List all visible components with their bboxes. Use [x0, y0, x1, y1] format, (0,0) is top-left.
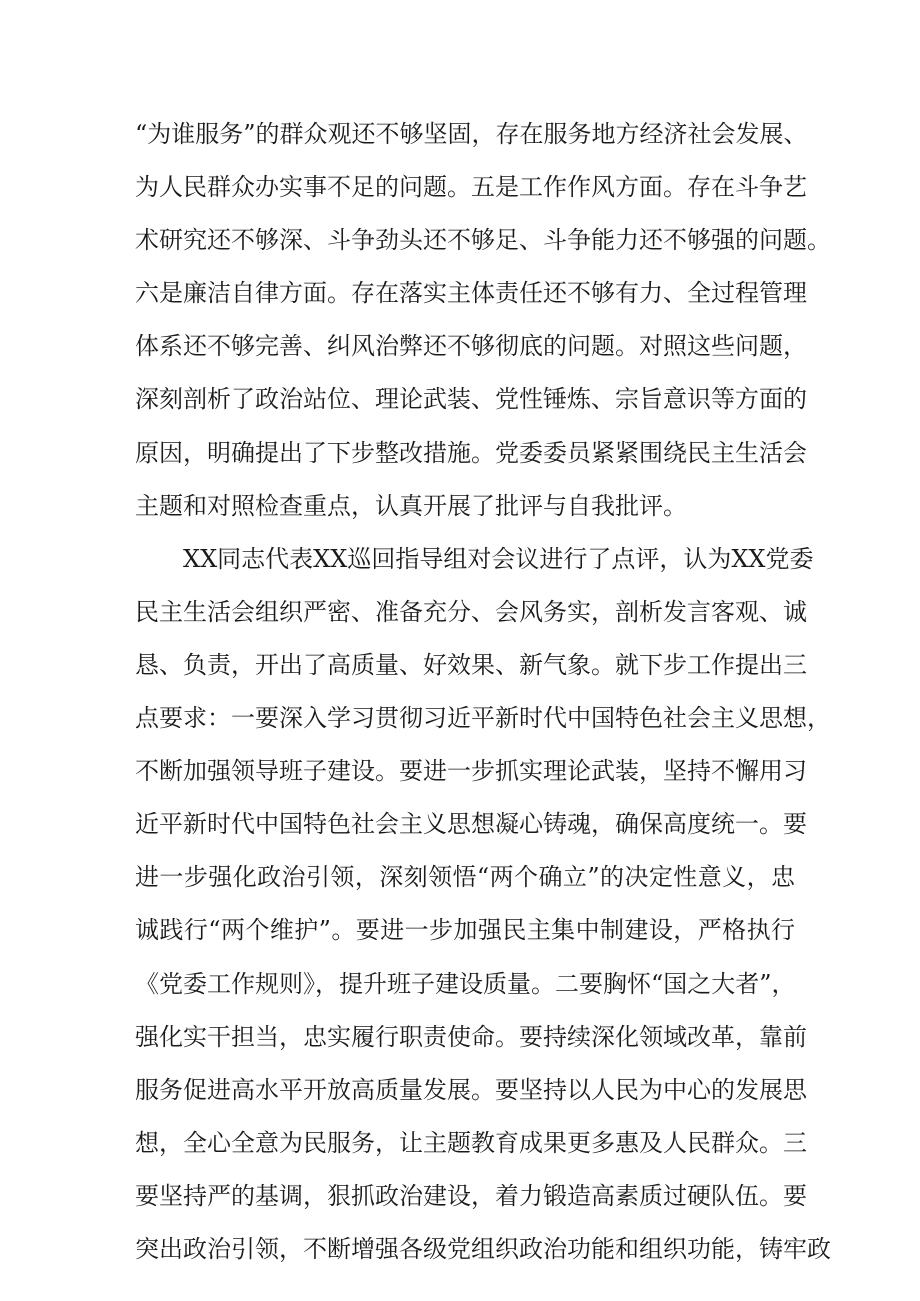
text-line: 主题和对照检查重点，认真开展了批评与自我批评。: [135, 491, 687, 520]
text-line: 《党委工作规则》，提升班子建设质量。二要胸怀“国之大者”，: [135, 969, 796, 998]
text-line: 术研究还不够深、斗争劲头还不够足、斗争能力还不够强的问题。: [135, 226, 831, 255]
text-line: 原因，明确提出了下步整改措施。党委委员紧紧围绕民主生活会: [135, 438, 807, 467]
text-line: 近平新时代中国特色社会主义思想凝心铸魂，确保高度统一。要: [135, 810, 807, 839]
text-line: 想，全心全意为民服务，让主题教育成果更多惠及人民群众。三: [135, 1128, 807, 1157]
paragraph-1: [135, 108, 831, 533]
text-line: 要坚持严的基调，狠抓政治建设，着力锻造高素质过硬队伍。要: [135, 1181, 807, 1210]
text-line: 恳、负责，开出了高质量、好效果、新气象。就下步工作提出三: [135, 650, 807, 679]
text-line: 民主生活会组织严密、准备充分、会风务实，剖析发言客观、诚: [135, 597, 807, 626]
document-body: [135, 108, 831, 1276]
text-line: 不断加强领导班子建设。要进一步抓实理论武装，坚持不懈用习: [135, 757, 807, 786]
text-line: 强化实干担当，忠实履行职责使命。要持续深化领域改革，靠前: [135, 1022, 807, 1051]
text-line: “为谁服务”的群众观还不够坚固，存在服务地方经济社会发展、: [135, 120, 808, 148]
text-line: 点要求：一要深入学习贯彻习近平新时代中国特色社会主义思想，: [135, 704, 831, 733]
text-line: XX同志代表XX巡回指导组对会议进行了点评，认为XX党委: [183, 544, 814, 573]
text-line: 进一步强化政治引领，深刻领悟“两个确立”的决定性意义，忠: [135, 863, 795, 892]
text-line: 体系还不够完善、纠风治弊还不够彻底的问题。对照这些问题，: [135, 332, 807, 361]
text-line: 六是廉洁自律方面。存在落实主体责任还不够有力、全过程管理: [135, 279, 807, 308]
text-line: 服务促进高水平开放高质量发展。要坚持以人民为中心的发展思: [135, 1075, 807, 1104]
text-line: 深刻剖析了政治站位、理论武装、党性锤炼、宗旨意识等方面的: [135, 385, 807, 414]
text-line: 突出政治引领，不断增强各级党组织政治功能和组织功能，铸牢政: [135, 1234, 831, 1263]
text-line: 诚践行“两个维护”。要进一步加强民主集中制建设，严格执行: [135, 916, 795, 945]
text-line: 为人民群众办实事不足的问题。五是工作作风方面。存在斗争艺: [135, 173, 807, 202]
paragraph-2: [135, 533, 831, 1276]
